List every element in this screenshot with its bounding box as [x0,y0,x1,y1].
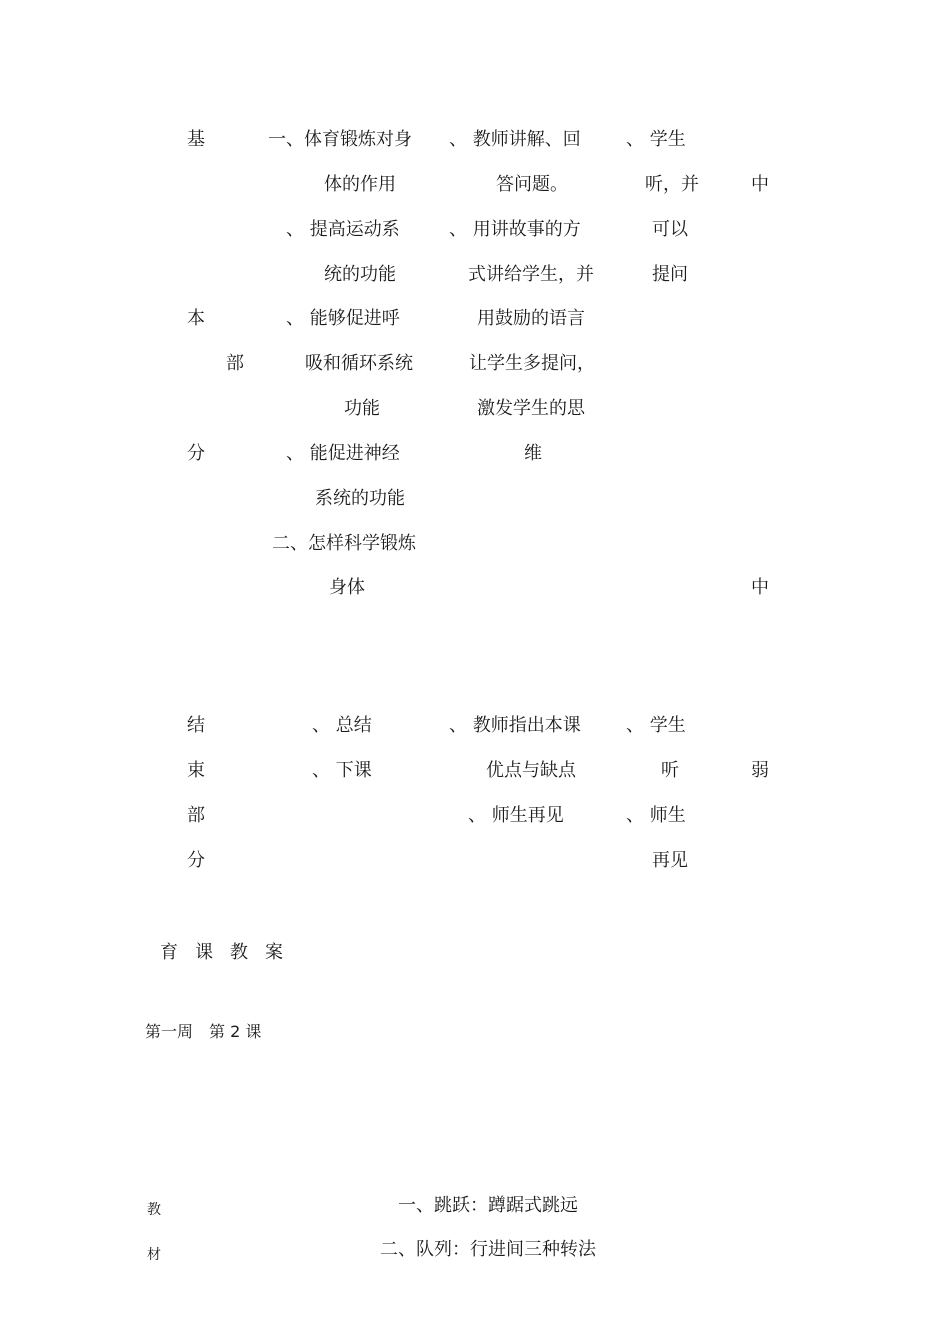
teacher-line: 答问题。 [496,174,568,195]
section-label-char: 结 [187,715,205,736]
section-label-char: 部 [187,805,205,826]
intensity-label: 中 [751,577,769,598]
student-line: 听，并 [645,174,699,195]
student-line: 、 学生 [626,715,686,736]
content-line: 、 总结 [312,715,372,736]
section-label-char: 束 [187,760,205,781]
section-label-char: 本 [187,308,205,329]
section-label-char: 分 [187,443,205,464]
teacher-line: 让学生多提问， [469,353,595,374]
section-label-char: 分 [187,850,205,871]
content-line: 统的功能 [324,264,396,285]
teacher-line: 、 教师讲解、回 [449,129,581,150]
material-item: 二、队列：行进间三种转法 [380,1239,596,1260]
intensity-label: 弱 [751,760,769,781]
week-lesson: 第一周 第 2 课 [145,1022,262,1041]
student-line: 可以 [652,219,688,240]
content-line: 一、体育锻炼对身 [268,129,412,150]
student-line: 听 [661,760,679,781]
teacher-line: 优点与缺点 [486,760,576,781]
material-label-char: 材 [147,1247,161,1263]
student-line: 提问 [652,264,688,285]
content-line: 、 能促进神经 [286,443,400,464]
teacher-line: 激发学生的思 [477,398,585,419]
content-line: 二、怎样科学锻炼 [272,533,416,554]
student-line: 再见 [652,850,688,871]
teacher-line: 维 [524,443,542,464]
content-line: 功能 [344,398,380,419]
teacher-line: 、 用讲故事的方 [449,219,581,240]
teacher-line: 式讲给学生，并 [468,264,594,285]
content-line: 、 能够促进呼 [286,308,400,329]
lesson-plan-heading: 育课教案 [160,942,300,963]
material-label-char: 教 [147,1202,161,1218]
section-label-char: 部 [226,353,244,374]
student-line: 、 师生 [626,805,686,826]
content-line: 、 提高运动系 [286,219,400,240]
intensity-label: 中 [751,174,769,195]
teacher-line: 用鼓励的语言 [477,308,585,329]
content-line: 吸和循环系统 [305,353,413,374]
content-line: 系统的功能 [315,488,405,509]
material-item: 一、跳跃：蹲踞式跳远 [398,1195,578,1216]
teacher-line: 、 教师指出本课 [449,715,581,736]
content-line: 身体 [329,577,365,598]
teacher-line: 、 师生再见 [468,805,564,826]
content-line: 、 下课 [312,760,372,781]
section-label-char: 基 [187,129,205,150]
student-line: 、 学生 [626,129,686,150]
content-line: 体的作用 [324,174,396,195]
